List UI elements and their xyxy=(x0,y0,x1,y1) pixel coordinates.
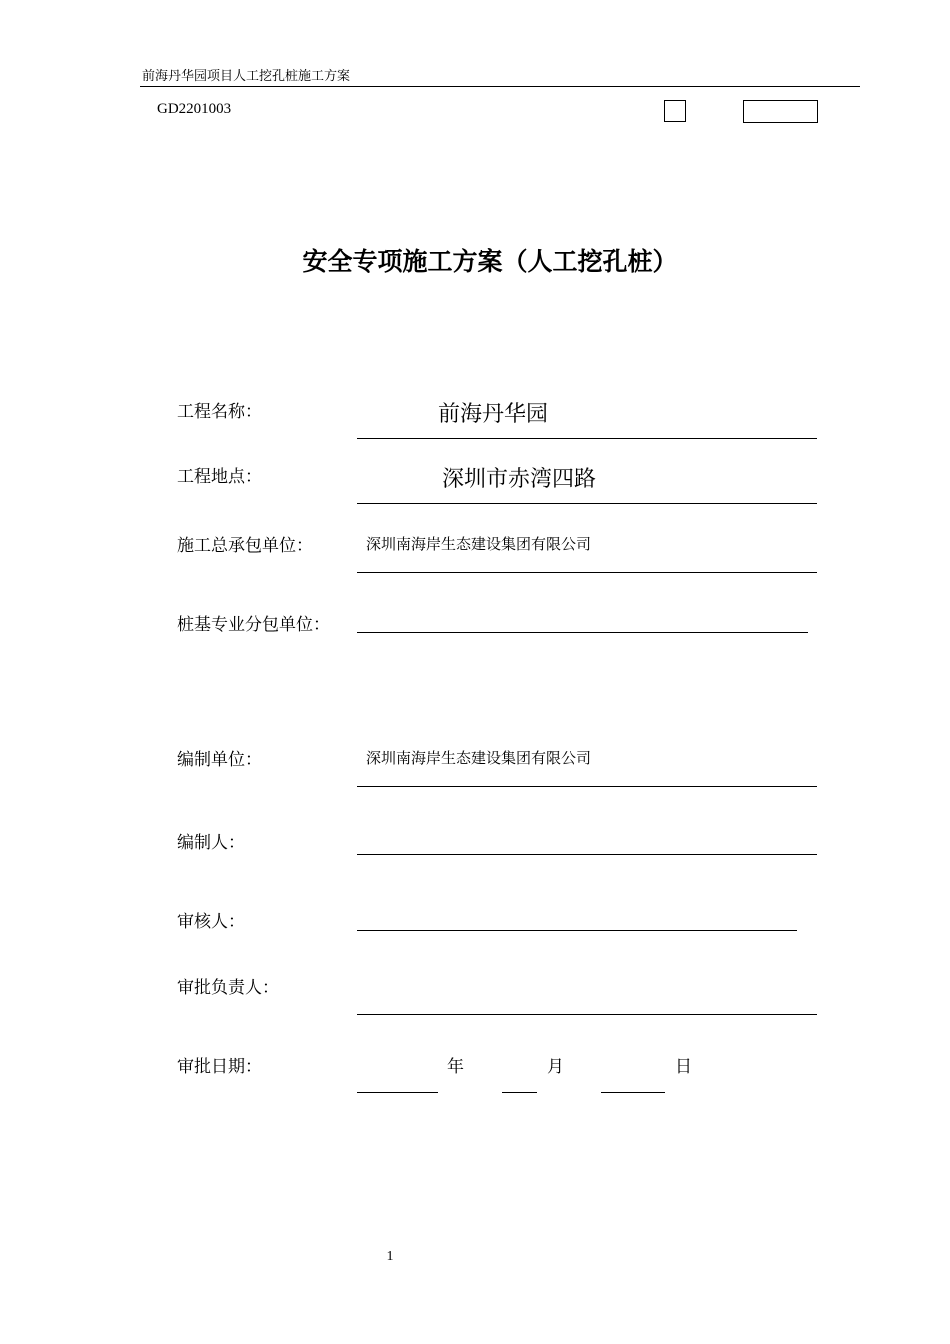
header-rule xyxy=(140,86,860,87)
approver-label: 审批负责人： xyxy=(177,978,279,998)
approval-day-underline xyxy=(601,1092,665,1093)
compiling-unit-value: 深圳南海岸生态建设集团有限公司 xyxy=(366,749,592,767)
compiler-label: 编制人： xyxy=(177,833,245,853)
approval-month-underline xyxy=(502,1092,537,1093)
compiler-underline xyxy=(357,854,817,855)
approval-day-unit: 日 xyxy=(675,1057,692,1077)
project-name-underline xyxy=(357,438,817,439)
general-contractor-underline xyxy=(357,572,817,573)
document-code: GD2201003 xyxy=(157,101,232,117)
project-name-value: 前海丹华园 xyxy=(438,402,549,427)
approval-year-unit: 年 xyxy=(447,1057,464,1077)
approval-date-label: 审批日期： xyxy=(177,1057,262,1077)
wide-empty-box xyxy=(743,100,818,123)
pile-subcontractor-label: 桩基专业分包单位： xyxy=(177,615,330,635)
approver-underline xyxy=(357,1014,817,1015)
page-number: 1 xyxy=(386,1249,394,1264)
project-location-underline xyxy=(357,503,817,504)
pile-subcontractor-underline xyxy=(357,632,808,633)
running-header-title: 前海丹华园项目人工挖孔桩施工方案 xyxy=(142,69,351,84)
general-contractor-label: 施工总承包单位： xyxy=(177,536,313,556)
compiling-unit-underline xyxy=(357,786,817,787)
approval-month-unit: 月 xyxy=(547,1057,564,1077)
project-name-label: 工程名称： xyxy=(177,402,262,422)
approval-year-underline xyxy=(357,1092,438,1093)
project-location-label: 工程地点： xyxy=(177,467,262,487)
general-contractor-value: 深圳南海岸生态建设集团有限公司 xyxy=(366,535,592,553)
compiling-unit-label: 编制单位： xyxy=(177,750,262,770)
document-title: 安全专项施工方案（人工挖孔桩） xyxy=(302,247,678,276)
reviewer-underline xyxy=(357,930,797,931)
project-location-value: 深圳市赤湾四路 xyxy=(442,467,597,492)
reviewer-label: 审核人： xyxy=(177,912,245,932)
small-empty-box xyxy=(664,100,686,122)
